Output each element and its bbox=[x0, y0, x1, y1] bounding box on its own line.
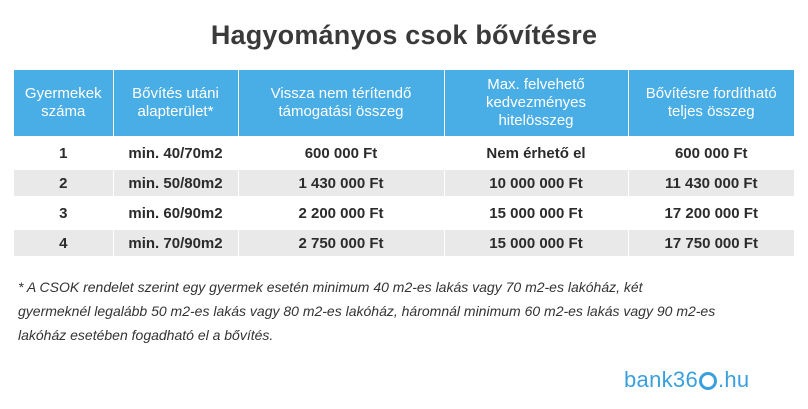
cell-area: min. 40/70m2 bbox=[113, 138, 238, 168]
cell-area: min. 70/90m2 bbox=[113, 228, 238, 256]
cell-grant: 2 200 000 Ft bbox=[238, 198, 444, 228]
logo-text-suffix: .hu bbox=[717, 367, 750, 392]
table-row bbox=[14, 168, 794, 198]
cell-grant: 2 750 000 Ft bbox=[238, 228, 444, 256]
cell-children: 4 bbox=[14, 228, 113, 256]
cell-children: 2 bbox=[14, 168, 113, 198]
cell-children: 1 bbox=[14, 138, 113, 168]
bank360-logo bbox=[624, 367, 749, 393]
header-children-count: Gyermekek száma bbox=[14, 70, 113, 138]
cell-loan: 15 000 000 Ft bbox=[444, 198, 628, 228]
cell-loan: 10 000 000 Ft bbox=[444, 168, 628, 198]
table-row bbox=[14, 228, 794, 256]
cell-total: 17 750 000 Ft bbox=[628, 228, 794, 256]
page-title: Hagyományos csok bővítésre bbox=[210, 20, 598, 50]
cell-grant: 600 000 Ft bbox=[238, 138, 444, 168]
header-floor-area: Bővítés utáni alapterület* bbox=[113, 70, 238, 138]
table-row bbox=[14, 138, 794, 168]
cell-area: min. 60/90m2 bbox=[113, 198, 238, 228]
table-header-row bbox=[14, 70, 794, 138]
cell-area: min. 50/80m2 bbox=[113, 168, 238, 198]
cell-total: 600 000 Ft bbox=[628, 138, 794, 168]
header-total-amount: Bővítésre fordítható teljes összeg bbox=[628, 70, 794, 138]
cell-loan: 15 000 000 Ft bbox=[444, 228, 628, 256]
cell-total: 17 200 000 Ft bbox=[628, 198, 794, 228]
header-grant-amount: Vissza nem térítendő támogatási összeg bbox=[238, 70, 444, 138]
table-row bbox=[14, 198, 794, 228]
logo-zero-ring-icon bbox=[699, 372, 717, 390]
logo-text-prefix: bank36 bbox=[624, 367, 698, 392]
cell-total: 11 430 000 Ft bbox=[628, 168, 794, 198]
cell-loan: Nem érhető el bbox=[444, 138, 628, 168]
footnote: * A CSOK rendelet szerint egy gyermek esetén minimum 40 m2-es lakás vagy 70 m2-es lakóház, két gyermeknél legalább 50 m2-es lakás vagy 80 m2-es lakóház, háromnál minimum 60 m2-es lakás vagy 90 m2-es lakóház esetében fogadható el a bővítés. bbox=[18, 279, 716, 343]
header-max-loan: Max. felvehető kedvezményes hitelösszeg bbox=[444, 70, 628, 138]
cell-grant: 1 430 000 Ft bbox=[238, 168, 444, 198]
cell-children: 3 bbox=[14, 198, 113, 228]
csok-table bbox=[14, 70, 794, 256]
